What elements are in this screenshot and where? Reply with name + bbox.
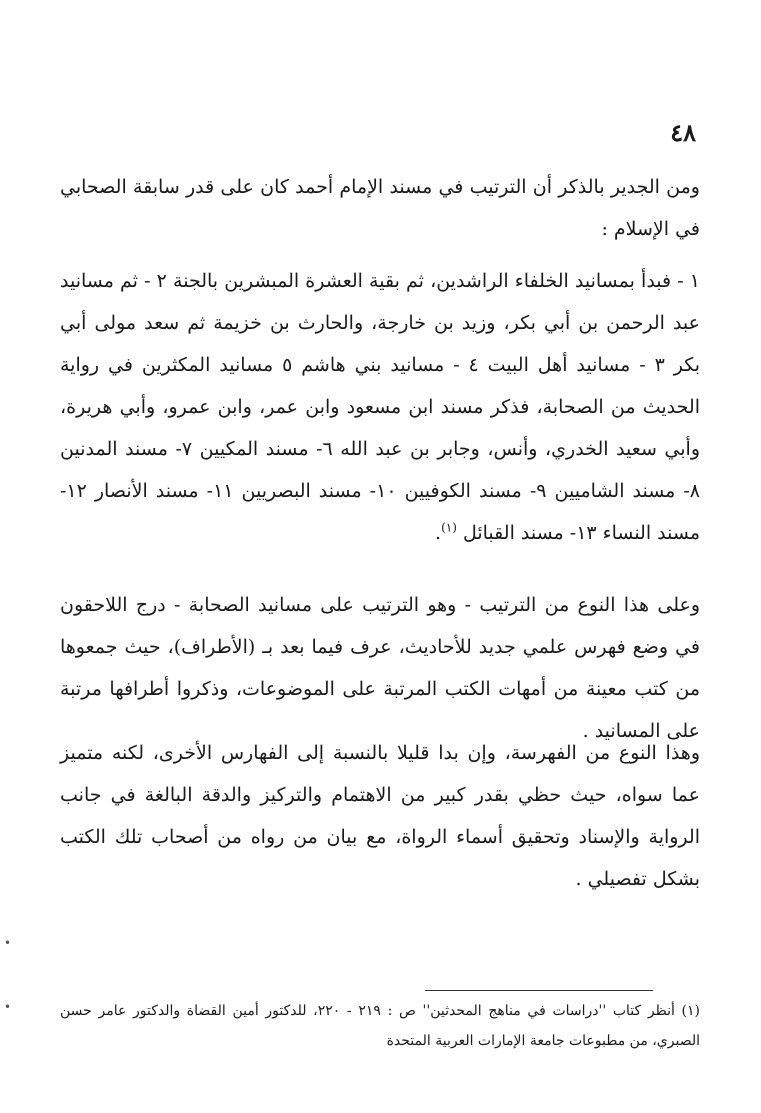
margin-mark: • xyxy=(4,936,12,950)
paragraph-musnad-order xyxy=(60,260,700,554)
paragraph-musnad-order-text: ١ - فبدأ بمسانيد الخلفاء الراشدين، ثم بقية العشرة المبشرين بالجنة ٢ - ثم مسانيد عبد الرحمن بن أبي بكر، وزيد بن خارجة، والحارث بن خزيمة ثم سعد مولى أبي بكر ٣ - مسانيد أهل البيت ٤ - مسانيد بني هاشم ٥ مسانيد المكثرين في رواية الحديث من الصحابة، فذكر مسند ابن مسعود وابن عمر، وابن عمرو، وأبي هريرة، وأبي سعيد الخدري، وأنس، وجابر بن عبد الله ٦- مسند المكيين ٧- مسند المدنين ٨- مسند الشاميين ٩- مسند الكوفيين ١٠- مسند البصريين ١١- مسند الأنصار ١٢- مسند النساء ١٣- مسند القبائل xyxy=(60,270,701,544)
paragraph-end-mark: . xyxy=(435,522,442,544)
paragraph-indexing: وهذا النوع من الفهرسة، وإن بدا قليلا بالنسبة إلى الفهارس الأخرى، لكنه متميز عما سواه، حيث حظي بقدر كبير من الاهتمام والتركيز والدقة البالغة في جانب الرواية والإسناد وتحقيق أسماء الرواة، مع بيان من رواه من أصحاب تلك الكتب بشكل تفصيلي . xyxy=(60,742,700,890)
margin-mark: • xyxy=(4,1000,12,1014)
paragraph-atraf: وعلى هذا النوع من الترتيب - وهو الترتيب على مسانيد الصحابة - درج اللاحقون في وضع فهرس علمي جديد للأحاديث، عرف فيما بعد بـ (الأطراف)، حيث جمعوها من كتب معينة من أمهات الكتب المرتبة على الموضوعات، وذكروا أطرافها مرتبة على المسانيد . xyxy=(60,594,700,742)
page-number: ٤٨ xyxy=(670,118,696,147)
footnote-divider xyxy=(425,990,653,991)
footnote-reference: (١) xyxy=(441,520,457,535)
footnote: (١) أنظر كتاب ''دراسات في مناهج المحدثين'' ص : ٢١٩ - ٢٢٠، للدكتور أمين القضاة والدكتور عامر حسن الصبري، من مطبوعات جامعة الإمارات العربية المتحدة xyxy=(60,1003,700,1049)
paragraph-intro: ومن الجدير بالذكر أن الترتيب في مسند الإمام أحمد كان على قدر سابقة الصحابي في الإسلام : xyxy=(60,176,700,240)
